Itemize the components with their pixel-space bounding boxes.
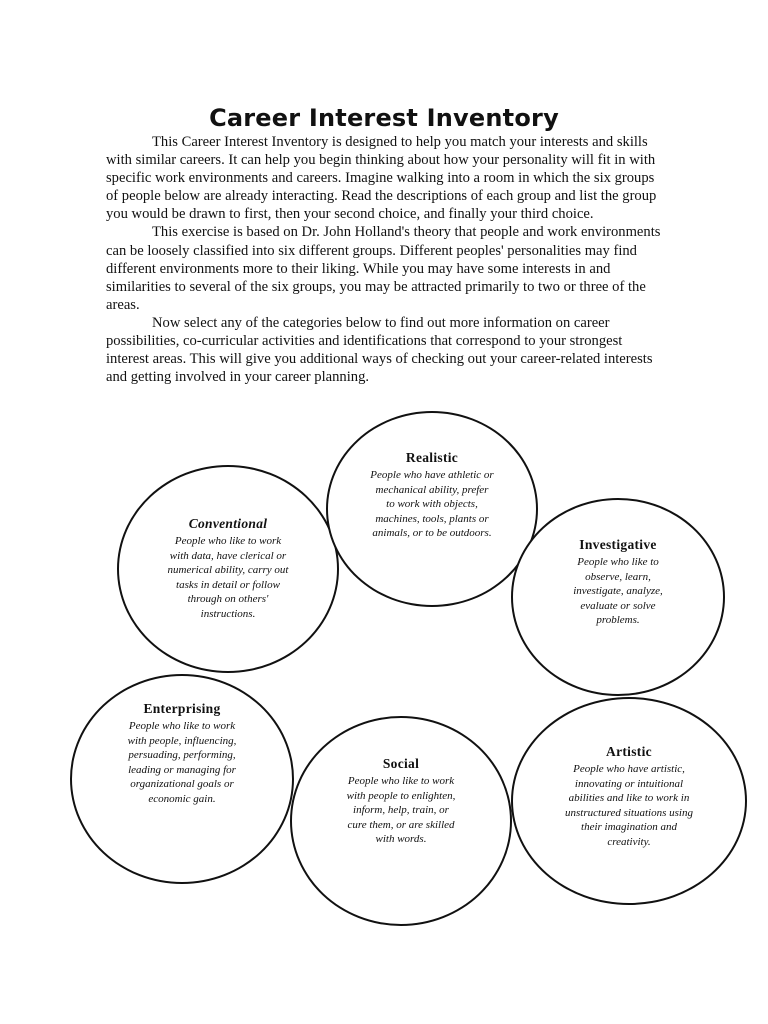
category-enterprising[interactable] <box>70 674 294 884</box>
category-realistic[interactable] <box>326 411 538 607</box>
category-investigative-title: Investigative <box>579 537 657 552</box>
intro-paragraph-3: Now select any of the categories below to find out more information on career possibilities, co-curricular activities and identifications that correspond to your strongest interest areas. This will give you additional ways of checking out your career-related interests and getting involved in your career planning. <box>106 314 653 386</box>
category-realistic-title: Realistic <box>405 450 459 465</box>
category-social-title: Social <box>382 756 420 771</box>
category-social[interactable] <box>290 716 512 926</box>
category-investigative[interactable] <box>511 498 725 696</box>
category-artistic-title: Artistic <box>606 744 652 759</box>
category-conventional-title: Conventional <box>188 516 268 531</box>
intro-text <box>106 133 666 386</box>
category-investigative-description: People who like to observe, learn, investigate, analyze, evaluate or solve problems. <box>573 556 663 627</box>
category-artistic-description: People who have artistic, innovating or intuitional abilities and like to work in unstructured situations using their imagination and creativity. <box>565 763 693 848</box>
intro-paragraph-2: This exercise is based on Dr. John Holland's theory that people and work environments can be loosely classified into six different groups. Different peoples' personalities may find different environments more to their liking. While you may have some interests in and similarities to several of the six groups, you may be attracted primarily to two or three of the areas. <box>106 224 661 313</box>
intro-paragraph-1: This Career Interest Inventory is designed to help you match your interests and skills with similar careers. It can help you begin thinking about how your personality will fit in with specific work environments and careers. Imagine walking into a room in which the six groups of people below are already interacting. Read the descriptions of each group and list the group you would be drawn to first, then your second choice, and finally your third choice. <box>106 134 657 223</box>
category-conventional-description: People who like to work with data, have clerical or numerical ability, carry out tasks in detail or follow through on others' instructions. <box>167 535 289 620</box>
category-enterprising-description: People who like to work with people, influencing, persuading, performing, leading or managing for organizational goals or economic gain. <box>127 720 237 805</box>
category-enterprising-title: Enterprising <box>143 701 221 716</box>
category-social-description: People who like to work with people to enlighten, inform, help, train, or cure them, or are skilled with words. <box>346 775 456 846</box>
page-title: Career Interest Inventory <box>209 104 559 132</box>
category-conventional[interactable] <box>117 465 339 673</box>
category-artistic[interactable] <box>511 697 747 905</box>
category-realistic-description: People who have athletic or mechanical ability, prefer to work with objects, machines, tools, plants or animals, or to be outdoors. <box>370 469 494 540</box>
